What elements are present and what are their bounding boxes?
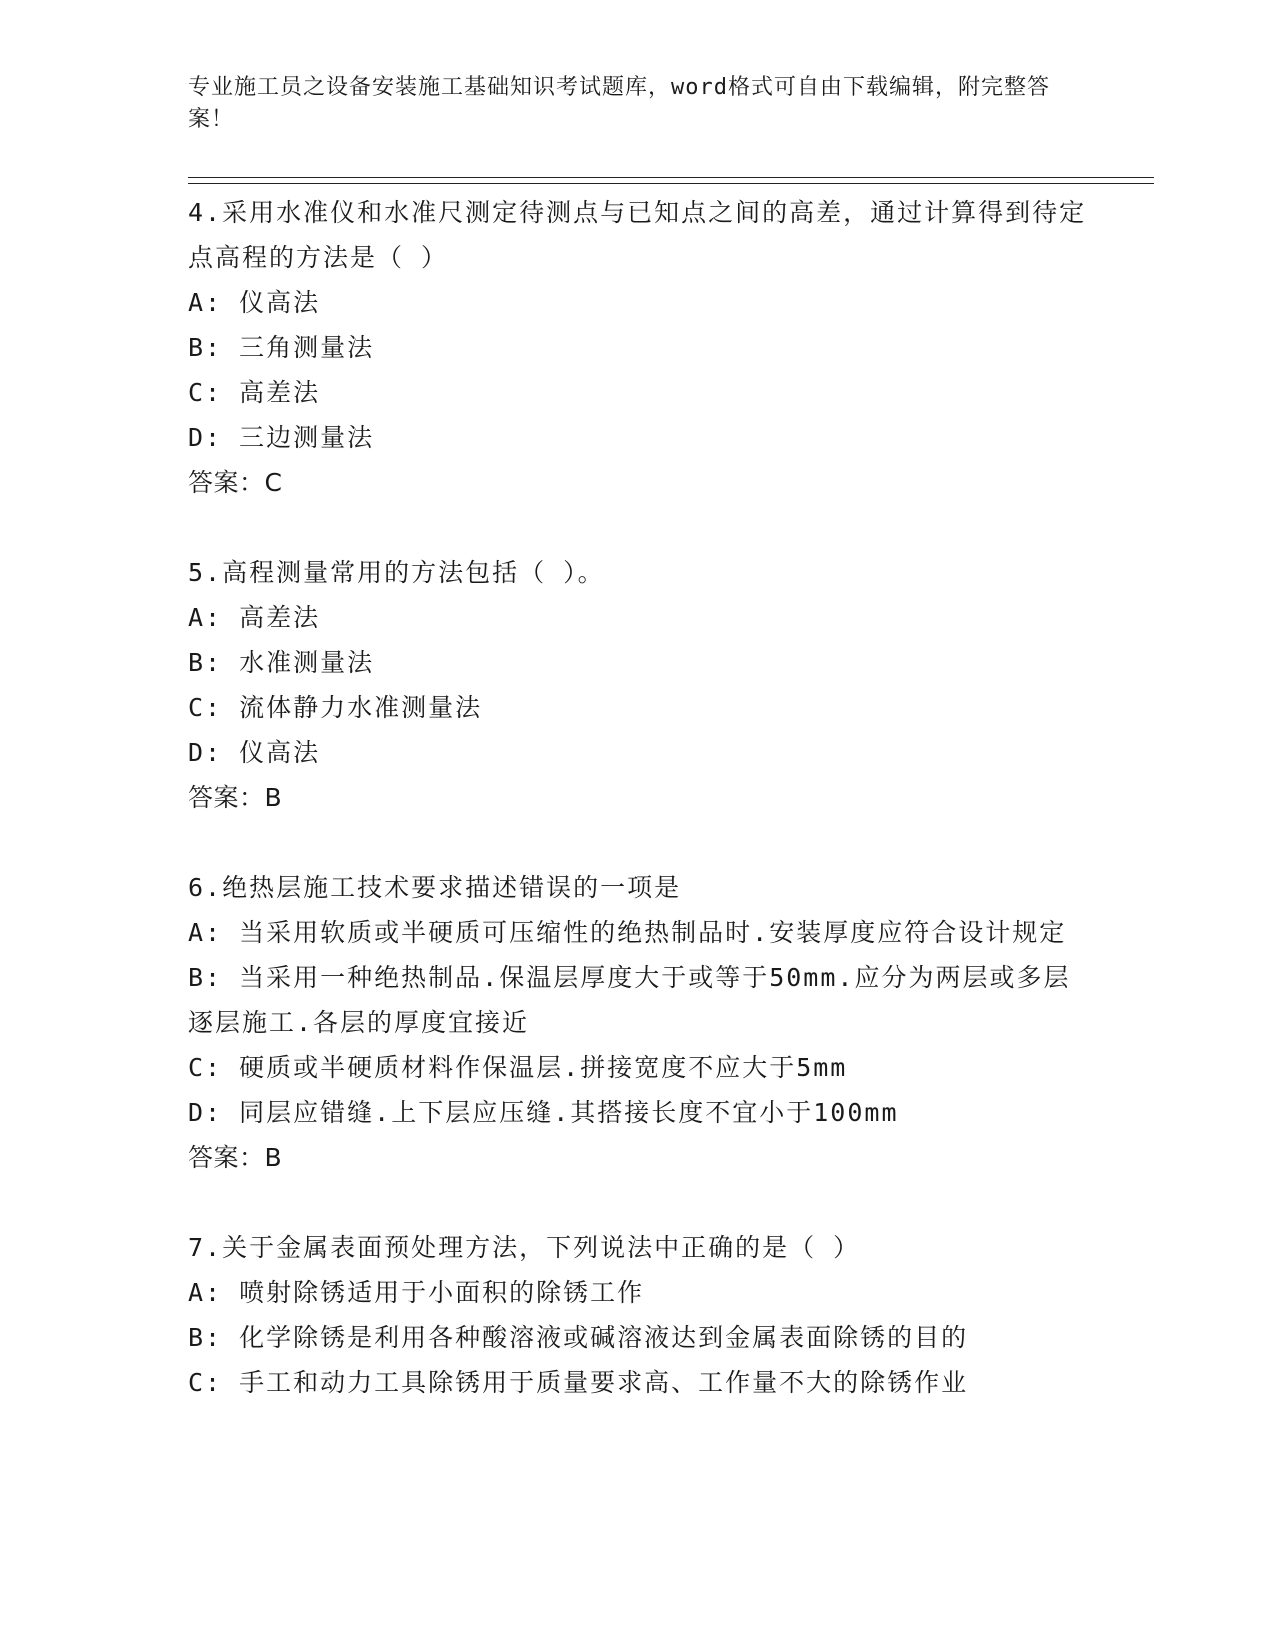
option-c: C: 硬质或半硬质材料作保温层.拼接宽度不应大于5mm [188, 1053, 848, 1082]
question-7 [188, 1225, 1088, 1405]
question-stem: 4.采用水准仪和水准尺测定待测点与已知点之间的高差，通过计算得到待定点高程的方法是（ ） [188, 198, 1087, 272]
answer-line: 答案：C [188, 468, 283, 497]
option-d: D: 同层应错缝.上下层应压缝.其搭接长度不宜小于100mm [188, 1098, 899, 1127]
header-divider-secondary [188, 183, 1154, 184]
question-stem: 6.绝热层施工技术要求描述错误的一项是 [188, 873, 682, 902]
option-a: A: 高差法 [188, 603, 321, 632]
question-stem: 5.高程测量常用的方法包括（ ）。 [188, 558, 605, 587]
question-6 [188, 865, 1088, 1180]
answer-line: 答案：B [188, 783, 283, 812]
question-4 [188, 190, 1088, 505]
document-header: 专业施工员之设备安装施工基础知识考试题库，word格式可自由下载编辑，附完整答案！ [188, 75, 1050, 132]
question-list [188, 190, 1088, 1450]
option-a: A: 仪高法 [188, 288, 321, 317]
answer-line: 答案：B [188, 1143, 283, 1172]
option-d: D: 仪高法 [188, 738, 321, 767]
option-b: B: 化学除锈是利用各种酸溶液或碱溶液达到金属表面除锈的目的 [188, 1323, 969, 1352]
option-d: D: 三边测量法 [188, 423, 375, 452]
option-b: B: 水准测量法 [188, 648, 375, 677]
option-c: C: 流体静力水准测量法 [188, 693, 483, 722]
header-divider [188, 177, 1154, 178]
option-b: B: 当采用一种绝热制品.保温层厚度大于或等于50mm.应分为两层或多层逐层施工.各层的厚度宜接近 [188, 963, 1071, 1037]
option-c: C: 手工和动力工具除锈用于质量要求高、工作量不大的除锈作业 [188, 1368, 969, 1397]
option-c: C: 高差法 [188, 378, 321, 407]
option-a: A: 当采用软质或半硬质可压缩性的绝热制品时.安装厚度应符合设计规定 [188, 918, 1067, 947]
question-5 [188, 550, 1088, 820]
option-b: B: 三角测量法 [188, 333, 375, 362]
option-a: A: 喷射除锈适用于小面积的除锈工作 [188, 1278, 645, 1307]
question-stem: 7.关于金属表面预处理方法，下列说法中正确的是（ ） [188, 1233, 861, 1262]
